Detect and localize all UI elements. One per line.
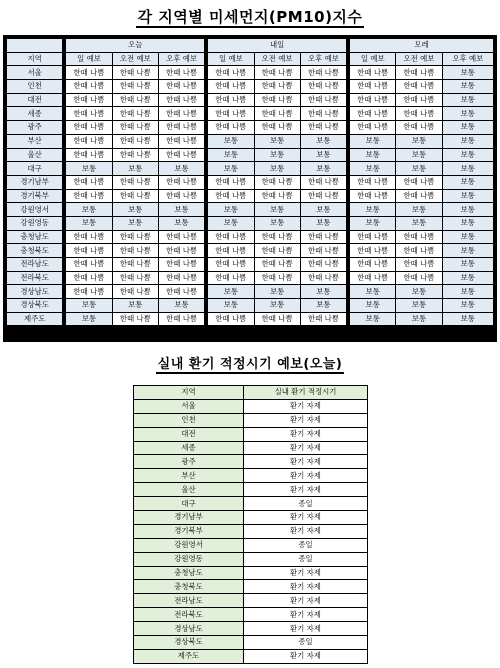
vent-value-cell: 환기 자제: [244, 524, 368, 538]
vent-region-cell: 충청북도: [134, 580, 244, 594]
pm-value-cell: 한때 나쁨: [112, 80, 158, 94]
pm-value-cell: 한때 나쁨: [112, 107, 158, 121]
pm-value-cell: 한때 나쁨: [158, 175, 204, 189]
pm-value-cell: 보통: [442, 121, 493, 135]
vent-region-cell: 제주도: [134, 649, 244, 663]
pm-value-cell: 보통: [396, 148, 442, 162]
pm-table: [6, 38, 494, 326]
pm-value-cell: 한때 나쁨: [396, 66, 442, 80]
vent-table-row: [134, 649, 368, 663]
pm-value-cell: 한때 나쁨: [254, 175, 300, 189]
pm-value-cell: 한때 나쁨: [208, 107, 254, 121]
pm-value-cell: 한때 나쁨: [396, 230, 442, 244]
vent-table-row: [134, 636, 368, 650]
pm-value-cell: 보통: [442, 66, 493, 80]
pm-period-header: 오후 예보: [300, 52, 346, 66]
pm-value-cell: 보통: [396, 162, 442, 176]
pm-title: 각 지역별 미세먼지(PM10)지수: [137, 8, 363, 26]
pm-value-cell: 한때 나쁨: [254, 258, 300, 272]
vent-region-cell: 경기북부: [134, 524, 244, 538]
pm-value-cell: 보통: [66, 312, 112, 326]
vent-table-row: [134, 608, 368, 622]
pm-value-cell: 한때 나쁨: [66, 175, 112, 189]
pm-value-cell: 보통: [396, 312, 442, 326]
pm-value-cell: 한때 나쁨: [208, 271, 254, 285]
pm-value-cell: 한때 나쁨: [350, 271, 396, 285]
pm-value-cell: 한때 나쁨: [208, 66, 254, 80]
pm-value-cell: 보통: [254, 162, 300, 176]
pm-value-cell: 한때 나쁨: [66, 189, 112, 203]
vent-table-row: [134, 622, 368, 636]
pm-value-cell: 보통: [442, 107, 493, 121]
vent-value-cell: 환기 자제: [244, 608, 368, 622]
pm-table-row: [7, 93, 494, 107]
pm-value-cell: 보통: [158, 216, 204, 230]
pm-table-row: [7, 216, 494, 230]
vent-title: 실내 환기 적정시기 예보(오늘): [157, 357, 343, 372]
pm-day-header: 내일: [208, 39, 347, 53]
pm-value-cell: 보통: [254, 299, 300, 313]
pm-value-cell: 보통: [442, 258, 493, 272]
pm-table-body: [7, 66, 494, 326]
pm-value-cell: 한때 나쁨: [396, 107, 442, 121]
vent-value-cell: 환기 자제: [244, 649, 368, 663]
pm-region-cell: 강원영서: [7, 203, 63, 217]
pm-value-cell: 한때 나쁨: [112, 285, 158, 299]
vent-region-cell: 울산: [134, 483, 244, 497]
pm-region-cell: 충청북도: [7, 244, 63, 258]
pm-region-cell: 대구: [7, 162, 63, 176]
pm-region-cell: 경상남도: [7, 285, 63, 299]
pm-value-cell: 보통: [442, 148, 493, 162]
pm-value-cell: 보통: [208, 299, 254, 313]
pm-region-cell: 광주: [7, 121, 63, 135]
pm-region-cell: 경기북부: [7, 189, 63, 203]
vent-table-row: [134, 594, 368, 608]
pm-value-cell: 한때 나쁨: [66, 148, 112, 162]
pm-table-row: [7, 107, 494, 121]
pm-day-header: 오늘: [66, 39, 205, 53]
pm-value-cell: 한때 나쁨: [350, 93, 396, 107]
pm-value-cell: 보통: [66, 203, 112, 217]
pm-region-header: 지역: [7, 52, 63, 66]
pm-value-cell: 보통: [442, 230, 493, 244]
pm-region-cell: 전라북도: [7, 271, 63, 285]
pm-region-cell: 강원영동: [7, 216, 63, 230]
pm-value-cell: 한때 나쁨: [208, 121, 254, 135]
pm-value-cell: 보통: [442, 271, 493, 285]
pm-value-cell: 한때 나쁨: [350, 175, 396, 189]
pm-region-cell: 서울: [7, 66, 63, 80]
pm-value-cell: 보통: [208, 203, 254, 217]
pm-value-cell: 보통: [442, 175, 493, 189]
vent-value-cell: 종일: [244, 497, 368, 511]
pm-region-cell: 울산: [7, 148, 63, 162]
pm-value-cell: 한때 나쁨: [350, 80, 396, 94]
vent-header-row: [134, 386, 368, 400]
pm-value-cell: 보통: [350, 203, 396, 217]
pm-value-cell: 한때 나쁨: [254, 80, 300, 94]
pm-table-row: [7, 80, 494, 94]
pm-value-cell: 한때 나쁨: [254, 271, 300, 285]
pm-value-cell: 한때 나쁨: [254, 121, 300, 135]
pm-value-cell: 한때 나쁨: [396, 271, 442, 285]
vent-table-row: [134, 566, 368, 580]
vent-value-cell: 환기 자제: [244, 413, 368, 427]
pm-value-cell: 한때 나쁨: [112, 148, 158, 162]
pm-value-cell: 한때 나쁨: [254, 66, 300, 80]
pm-value-cell: 한때 나쁨: [350, 189, 396, 203]
pm-value-cell: 한때 나쁨: [158, 121, 204, 135]
pm-region-cell: 전라남도: [7, 258, 63, 272]
pm-value-cell: 한때 나쁨: [66, 66, 112, 80]
pm-table-row: [7, 66, 494, 80]
pm-value-cell: 한때 나쁨: [208, 258, 254, 272]
pm-period-header: 오후 예보: [158, 52, 204, 66]
vent-value-cell: 환기 자제: [244, 580, 368, 594]
pm-value-cell: 보통: [300, 148, 346, 162]
pm-value-cell: 한때 나쁨: [66, 230, 112, 244]
pm-table-row: [7, 175, 494, 189]
pm-region-cell: 인천: [7, 80, 63, 94]
vent-region-cell: 경상남도: [134, 622, 244, 636]
pm-value-cell: 보통: [350, 148, 396, 162]
pm-value-cell: 한때 나쁨: [396, 258, 442, 272]
vent-region-cell: 인천: [134, 413, 244, 427]
pm-value-cell: 한때 나쁨: [158, 271, 204, 285]
pm-value-cell: 한때 나쁨: [66, 285, 112, 299]
pm-value-cell: 한때 나쁨: [112, 66, 158, 80]
pm-value-cell: 보통: [112, 299, 158, 313]
pm-value-cell: 보통: [350, 216, 396, 230]
pm-value-cell: 한때 나쁨: [112, 230, 158, 244]
pm-value-cell: 한때 나쁨: [300, 312, 346, 326]
pm-value-cell: 보통: [396, 134, 442, 148]
pm-value-cell: 한때 나쁨: [66, 258, 112, 272]
pm-value-cell: 보통: [350, 134, 396, 148]
pm-table-row: [7, 244, 494, 258]
pm-value-cell: 보통: [112, 216, 158, 230]
pm-value-cell: 한때 나쁨: [158, 244, 204, 258]
pm-value-cell: 한때 나쁨: [66, 93, 112, 107]
pm-value-cell: 한때 나쁨: [254, 93, 300, 107]
vent-value-cell: 환기 자제: [244, 622, 368, 636]
pm-value-cell: 한때 나쁨: [66, 271, 112, 285]
pm-value-cell: 한때 나쁨: [158, 189, 204, 203]
pm-region-cell: 부산: [7, 134, 63, 148]
pm-value-cell: 보통: [66, 216, 112, 230]
pm-value-cell: 한때 나쁨: [350, 258, 396, 272]
pm-value-cell: 보통: [350, 285, 396, 299]
pm-value-cell: 보통: [396, 216, 442, 230]
vent-table-row: [134, 427, 368, 441]
pm-value-cell: 한때 나쁨: [158, 312, 204, 326]
pm-value-cell: 한때 나쁨: [300, 80, 346, 94]
pm-value-cell: 한때 나쁨: [112, 121, 158, 135]
pm-period-header: 일 예보: [66, 52, 112, 66]
pm-value-cell: 한때 나쁨: [208, 312, 254, 326]
pm-value-cell: 한때 나쁨: [158, 258, 204, 272]
pm-value-cell: 한때 나쁨: [112, 258, 158, 272]
vent-value-cell: 종일: [244, 552, 368, 566]
vent-table-row: [134, 441, 368, 455]
pm-value-cell: 보통: [300, 285, 346, 299]
vent-value-cell: 환기 자제: [244, 511, 368, 525]
pm-region-cell: 충청남도: [7, 230, 63, 244]
vent-table-body: [134, 399, 368, 663]
pm-value-cell: 보통: [208, 134, 254, 148]
pm-value-cell: 한때 나쁨: [158, 107, 204, 121]
vent-region-cell: 충청남도: [134, 566, 244, 580]
pm-value-cell: 한때 나쁨: [158, 80, 204, 94]
pm-table-row: [7, 162, 494, 176]
vent-table-row: [134, 511, 368, 525]
pm-value-cell: 한때 나쁨: [158, 134, 204, 148]
pm-period-header: 오전 예보: [112, 52, 158, 66]
pm-value-cell: 한때 나쁨: [112, 93, 158, 107]
pm-value-cell: 한때 나쁨: [66, 121, 112, 135]
pm-value-cell: 한때 나쁨: [112, 244, 158, 258]
pm-day-header: 모레: [350, 39, 494, 53]
vent-region-cell: 전라북도: [134, 608, 244, 622]
pm-value-cell: 한때 나쁨: [396, 175, 442, 189]
pm-value-cell: 한때 나쁨: [112, 175, 158, 189]
pm-value-cell: 한때 나쁨: [396, 121, 442, 135]
pm-value-cell: 한때 나쁨: [208, 244, 254, 258]
pm-value-cell: 보통: [208, 148, 254, 162]
pm-table-row: [7, 299, 494, 313]
pm-value-cell: 한때 나쁨: [254, 312, 300, 326]
pm-value-cell: 한때 나쁨: [208, 80, 254, 94]
pm-value-cell: 한때 나쁨: [254, 189, 300, 203]
vent-region-cell: 강원영동: [134, 552, 244, 566]
pm-period-header: 오후 예보: [442, 52, 493, 66]
pm-value-cell: 한때 나쁨: [254, 230, 300, 244]
pm-value-cell: 보통: [442, 203, 493, 217]
vent-value-cell: 환기 자제: [244, 483, 368, 497]
pm-value-cell: 한때 나쁨: [300, 271, 346, 285]
pm-value-cell: 한때 나쁨: [350, 230, 396, 244]
vent-region-cell: 부산: [134, 469, 244, 483]
vent-table-row: [134, 483, 368, 497]
pm-period-header: 일 예보: [208, 52, 254, 66]
pm-value-cell: 보통: [158, 162, 204, 176]
pm-value-cell: 보통: [208, 285, 254, 299]
pm-value-cell: 보통: [350, 299, 396, 313]
pm-value-cell: 보통: [254, 134, 300, 148]
pm-table-row: [7, 258, 494, 272]
pm-value-cell: 보통: [442, 244, 493, 258]
vent-region-cell: 대전: [134, 427, 244, 441]
vent-region-header: 지역: [134, 386, 244, 400]
vent-value-cell: 환기 자제: [244, 399, 368, 413]
pm-value-cell: 보통: [112, 162, 158, 176]
pm-value-cell: 한때 나쁨: [112, 271, 158, 285]
vent-region-cell: 전라남도: [134, 594, 244, 608]
pm-value-cell: 한때 나쁨: [112, 312, 158, 326]
vent-region-cell: 세종: [134, 441, 244, 455]
pm-value-cell: 한때 나쁨: [112, 189, 158, 203]
vent-table: [133, 385, 368, 664]
pm-table-row: [7, 134, 494, 148]
pm-value-cell: 한때 나쁨: [158, 230, 204, 244]
pm-table-row: [7, 189, 494, 203]
pm-value-cell: 보통: [66, 299, 112, 313]
vent-region-cell: 강원영서: [134, 538, 244, 552]
pm-value-cell: 한때 나쁨: [300, 258, 346, 272]
pm-value-cell: 한때 나쁨: [208, 93, 254, 107]
vent-table-row: [134, 580, 368, 594]
pm-table-row: [7, 285, 494, 299]
pm-value-cell: 한때 나쁨: [300, 175, 346, 189]
pm-value-cell: 보통: [396, 285, 442, 299]
pm-value-cell: 보통: [112, 203, 158, 217]
pm-day-header-row: [7, 39, 494, 53]
pm-table-frame: [3, 35, 497, 342]
pm-value-cell: 보통: [442, 93, 493, 107]
pm-period-header-row: [7, 52, 494, 66]
pm-value-cell: 보통: [300, 299, 346, 313]
vent-table-row: [134, 469, 368, 483]
pm-value-cell: 보통: [442, 162, 493, 176]
pm-value-cell: 보통: [350, 162, 396, 176]
pm-value-cell: 보통: [158, 299, 204, 313]
pm-value-cell: 보통: [442, 299, 493, 313]
vent-value-cell: 환기 자제: [244, 441, 368, 455]
pm-value-cell: 보통: [350, 312, 396, 326]
vent-region-cell: 대구: [134, 497, 244, 511]
pm-value-cell: 보통: [300, 162, 346, 176]
pm-region-cell: 대전: [7, 93, 63, 107]
vent-region-cell: 서울: [134, 399, 244, 413]
vent-table-row: [134, 413, 368, 427]
pm-value-cell: 한때 나쁨: [158, 285, 204, 299]
pm-value-cell: 한때 나쁨: [300, 107, 346, 121]
pm-value-cell: 보통: [396, 203, 442, 217]
pm-value-cell: 한때 나쁨: [396, 244, 442, 258]
pm-value-cell: 한때 나쁨: [300, 189, 346, 203]
pm-value-cell: 한때 나쁨: [158, 148, 204, 162]
pm-value-cell: 한때 나쁨: [396, 93, 442, 107]
vent-table-row: [134, 497, 368, 511]
vent-region-cell: 경기남부: [134, 511, 244, 525]
pm-table-row: [7, 203, 494, 217]
pm-table-row: [7, 230, 494, 244]
pm-value-cell: 한때 나쁨: [66, 134, 112, 148]
vent-table-row: [134, 538, 368, 552]
pm-value-cell: 한때 나쁨: [350, 244, 396, 258]
pm-value-cell: 한때 나쁨: [208, 230, 254, 244]
vent-value-cell: 환기 자제: [244, 566, 368, 580]
pm-value-cell: 한때 나쁨: [300, 230, 346, 244]
pm-period-header: 오전 예보: [396, 52, 442, 66]
pm-period-header: 일 예보: [350, 52, 396, 66]
vent-region-cell: 광주: [134, 455, 244, 469]
pm-value-cell: 한때 나쁨: [66, 107, 112, 121]
pm-value-cell: 보통: [254, 285, 300, 299]
pm-value-cell: 한때 나쁨: [208, 175, 254, 189]
pm-value-cell: 보통: [442, 134, 493, 148]
pm-table-row: [7, 121, 494, 135]
pm-value-cell: 보통: [442, 189, 493, 203]
vent-table-row: [134, 524, 368, 538]
vent-value-cell: 환기 자제: [244, 455, 368, 469]
pm-region-cell: 세종: [7, 107, 63, 121]
pm-value-cell: 보통: [442, 216, 493, 230]
pm-value-cell: 한때 나쁨: [350, 121, 396, 135]
pm-value-cell: 보통: [300, 203, 346, 217]
pm-value-cell: 보통: [442, 312, 493, 326]
pm-value-cell: 한때 나쁨: [300, 93, 346, 107]
pm-value-cell: 한때 나쁨: [300, 66, 346, 80]
pm-value-cell: 보통: [208, 162, 254, 176]
pm-value-cell: 한때 나쁨: [350, 107, 396, 121]
pm-region-cell: 경기남부: [7, 175, 63, 189]
vent-value-cell: 종일: [244, 538, 368, 552]
pm-value-cell: 보통: [442, 285, 493, 299]
pm-value-cell: 보통: [442, 80, 493, 94]
pm-value-cell: 한때 나쁨: [300, 244, 346, 258]
pm-value-cell: 한때 나쁨: [396, 189, 442, 203]
pm-value-cell: 보통: [300, 134, 346, 148]
pm-value-cell: 한때 나쁨: [158, 93, 204, 107]
pm-value-cell: 한때 나쁨: [254, 107, 300, 121]
vent-table-row: [134, 552, 368, 566]
pm-table-row: [7, 312, 494, 326]
pm-value-cell: 보통: [254, 148, 300, 162]
vent-value-header: 실내 환기 적정시기: [244, 386, 368, 400]
pm-value-cell: 보통: [254, 216, 300, 230]
pm-value-cell: 한때 나쁨: [254, 244, 300, 258]
pm-value-cell: 보통: [66, 162, 112, 176]
pm-value-cell: 한때 나쁨: [396, 80, 442, 94]
vent-value-cell: 종일: [244, 636, 368, 650]
pm-value-cell: 한때 나쁨: [350, 66, 396, 80]
pm-region-cell: 경상북도: [7, 299, 63, 313]
pm-value-cell: 한때 나쁨: [300, 121, 346, 135]
vent-value-cell: 환기 자제: [244, 427, 368, 441]
pm-value-cell: 한때 나쁨: [112, 134, 158, 148]
vent-value-cell: 환기 자제: [244, 469, 368, 483]
pm-table-row: [7, 148, 494, 162]
pm-value-cell: 한때 나쁨: [208, 189, 254, 203]
vent-table-row: [134, 399, 368, 413]
pm-value-cell: 한때 나쁨: [158, 66, 204, 80]
pm-corner-cell: [7, 39, 63, 53]
pm-value-cell: 보통: [254, 203, 300, 217]
pm-value-cell: 보통: [208, 216, 254, 230]
pm-value-cell: 한때 나쁨: [66, 80, 112, 94]
vent-table-row: [134, 455, 368, 469]
pm-value-cell: 보통: [158, 203, 204, 217]
pm-value-cell: 한때 나쁨: [66, 244, 112, 258]
pm-value-cell: 보통: [300, 216, 346, 230]
pm-region-cell: 제주도: [7, 312, 63, 326]
vent-value-cell: 환기 자제: [244, 594, 368, 608]
pm-period-header: 오전 예보: [254, 52, 300, 66]
pm-table-row: [7, 271, 494, 285]
pm-value-cell: 보통: [396, 299, 442, 313]
vent-region-cell: 경상북도: [134, 636, 244, 650]
